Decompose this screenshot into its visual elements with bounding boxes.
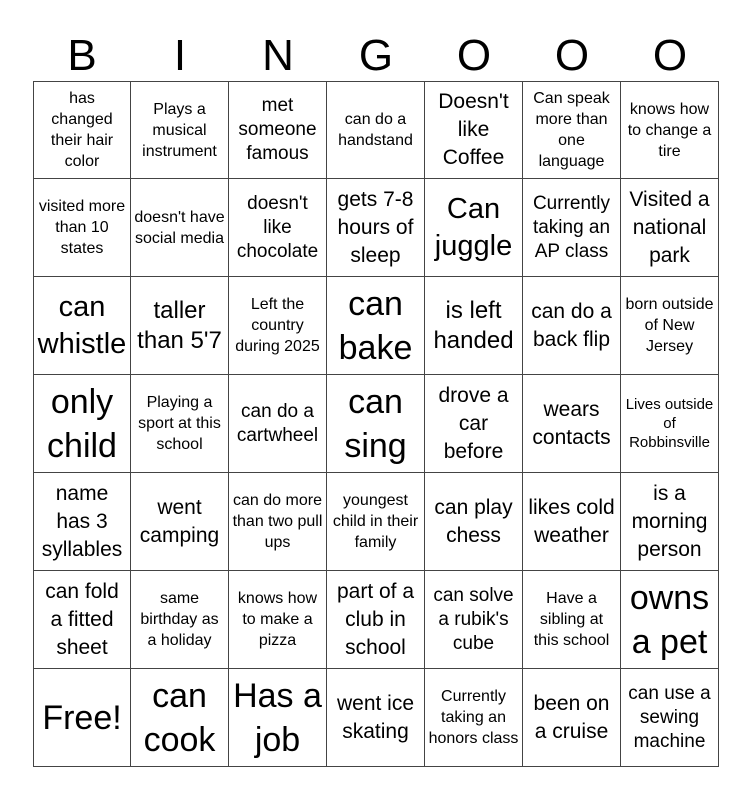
cell-text: can do more than two pull ups: [232, 492, 323, 551]
bingo-cell[interactable]: [523, 81, 621, 179]
header-letter-n: N: [262, 31, 294, 80]
cell-text: went ice skating: [336, 691, 415, 743]
bingo-cell[interactable]: [131, 473, 229, 571]
cell-text: Has a job: [233, 676, 322, 759]
cell-text: knows how to change a tire: [627, 100, 712, 160]
cell-text: went camping: [139, 495, 220, 547]
bingo-cell[interactable]: [621, 81, 719, 179]
cell-text: part of a club in school: [336, 579, 415, 659]
bingo-cell[interactable]: [131, 81, 229, 179]
cell-text: Free!: [42, 698, 122, 737]
cell-text: doesn't like chocolate: [236, 192, 319, 262]
bingo-header: [33, 30, 719, 82]
bingo-cell[interactable]: [33, 81, 131, 179]
bingo-cell[interactable]: [425, 277, 523, 375]
bingo-cell[interactable]: [621, 375, 719, 473]
bingo-cell[interactable]: [621, 571, 719, 669]
bingo-cell[interactable]: [327, 277, 425, 375]
cell-text: wears contacts: [532, 397, 611, 449]
cell-text: Can speak more than one language: [533, 90, 610, 170]
bingo-cell[interactable]: [131, 571, 229, 669]
cell-text: met someone famous: [238, 95, 317, 164]
cell-text: can fold a fitted sheet: [45, 579, 119, 659]
cell-text: Playing a sport at this school: [138, 394, 221, 453]
cell-text: Plays a musical instrument: [142, 100, 217, 160]
cell-text: can whistle: [37, 290, 127, 360]
bingo-cell[interactable]: [523, 375, 621, 473]
bingo-cell[interactable]: [33, 179, 131, 277]
cell-text: is left handed: [433, 296, 514, 354]
bingo-cell[interactable]: [621, 179, 719, 277]
cell-text: same birthday as a holiday: [140, 590, 219, 649]
bingo-cell[interactable]: [327, 473, 425, 571]
bingo-cell[interactable]: [425, 375, 523, 473]
cell-text: only child: [47, 382, 117, 465]
cell-text: is a morning person: [631, 481, 708, 561]
bingo-cell[interactable]: [33, 571, 131, 669]
bingo-cell[interactable]: [33, 473, 131, 571]
free-space[interactable]: [33, 669, 131, 767]
bingo-cell[interactable]: [425, 571, 523, 669]
cell-text: can use a sewing machine: [628, 682, 711, 752]
cell-text: doesn't have social media: [134, 208, 225, 247]
bingo-cell[interactable]: [425, 81, 523, 179]
bingo-cell[interactable]: [523, 277, 621, 375]
cell-text: Have a sibling at this school: [533, 590, 610, 649]
cell-text: drove a car before: [438, 383, 509, 463]
cell-text: Can juggle: [434, 192, 513, 262]
bingo-cell[interactable]: [229, 571, 327, 669]
header-letter-b: B: [67, 31, 97, 80]
bingo-cell[interactable]: [621, 669, 719, 767]
bingo-cell[interactable]: [327, 571, 425, 669]
bingo-cell[interactable]: [131, 375, 229, 473]
header-letter-o2: O: [554, 31, 590, 80]
bingo-cell[interactable]: [33, 375, 131, 473]
cell-text: can bake: [338, 284, 413, 367]
bingo-cell[interactable]: [131, 179, 229, 277]
cell-text: visited more than 10 states: [38, 198, 126, 257]
cell-text: Left the country during 2025: [235, 296, 320, 355]
bingo-cell[interactable]: [327, 81, 425, 179]
cell-text: born outside of New Jersey: [625, 296, 714, 355]
cell-text: has changed their hair color: [50, 90, 114, 170]
cell-text: Currently taking an AP class: [532, 192, 611, 262]
cell-text: can sing: [344, 382, 407, 465]
cell-text: taller than 5'7: [137, 296, 222, 354]
cell-text: likes cold weather: [528, 495, 615, 547]
bingo-cell[interactable]: [229, 669, 327, 767]
cell-text: name has 3 syllables: [41, 481, 123, 561]
cell-text: gets 7-8 hours of sleep: [337, 187, 414, 267]
bingo-cell[interactable]: [523, 571, 621, 669]
bingo-grid: [33, 81, 719, 767]
header-letter-o3: O: [652, 31, 688, 80]
header-letter-i: I: [173, 31, 187, 80]
bingo-cell[interactable]: [131, 669, 229, 767]
cell-text: can do a cartwheel: [236, 400, 319, 446]
cell-text: can do a handstand: [338, 111, 413, 149]
bingo-cell[interactable]: [523, 179, 621, 277]
bingo-cell[interactable]: [327, 375, 425, 473]
bingo-cell[interactable]: [523, 473, 621, 571]
header-letter-g: G: [358, 31, 394, 80]
bingo-cell[interactable]: [621, 473, 719, 571]
cell-text: Doesn't like Coffee: [438, 90, 509, 169]
cell-text: Lives outside of Robbinsville: [625, 396, 714, 451]
cell-text: knows how to make a pizza: [237, 590, 318, 649]
bingo-cell[interactable]: [327, 669, 425, 767]
cell-text: youngest child in their family: [332, 492, 419, 551]
bingo-cell[interactable]: [33, 277, 131, 375]
bingo-cell[interactable]: [229, 179, 327, 277]
bingo-cell[interactable]: [131, 277, 229, 375]
cell-text: Currently taking an honors class: [428, 688, 519, 747]
header-letter-o1: O: [456, 31, 492, 80]
bingo-cell[interactable]: [229, 277, 327, 375]
cell-text: owns a pet: [629, 578, 710, 661]
bingo-cell[interactable]: [425, 473, 523, 571]
bingo-cell[interactable]: [229, 81, 327, 179]
cell-text: Visited a national park: [629, 187, 710, 267]
bingo-cell[interactable]: [327, 179, 425, 277]
cell-text: can cook: [143, 676, 216, 759]
bingo-cell[interactable]: [621, 277, 719, 375]
bingo-cell[interactable]: [523, 669, 621, 767]
bingo-cell[interactable]: [229, 375, 327, 473]
bingo-cell[interactable]: [425, 179, 523, 277]
cell-text: can play chess: [434, 495, 513, 547]
cell-text: been on a cruise: [533, 691, 610, 743]
cell-text: can solve a rubik's cube: [433, 584, 514, 654]
bingo-cell[interactable]: [229, 473, 327, 571]
cell-text: can do a back flip: [531, 299, 612, 351]
bingo-cell[interactable]: [425, 669, 523, 767]
